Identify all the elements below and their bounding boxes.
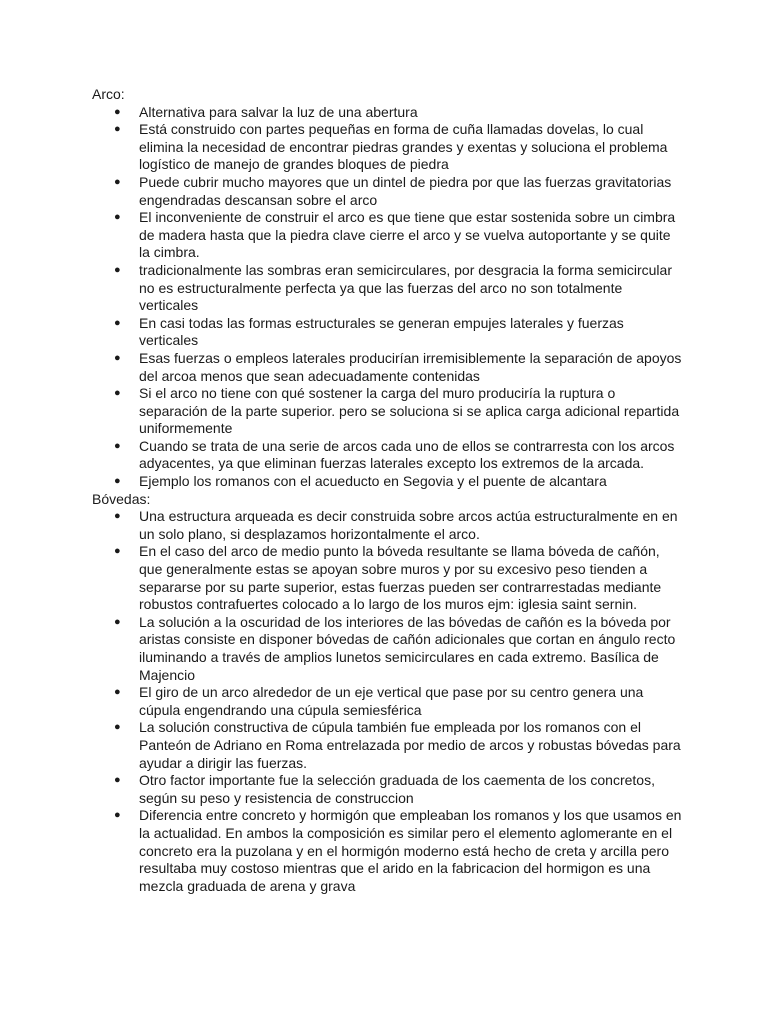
bullet-icon: ● [114, 387, 121, 400]
bullet-icon: ● [114, 545, 121, 558]
list-item-text: Alternativa para salvar la luz de una abertura [139, 103, 418, 120]
list-item [92, 473, 682, 491]
bullet-icon: ● [114, 510, 121, 523]
list-item-text: Esas fuerzas o empleos laterales producirían irremisiblemente la separación de apoyos del arcoa menos que sean adecuadamente contenidas [139, 349, 682, 384]
list-item-text: El giro de un arco alrededor de un eje vertical que pase por su centro genera una cúpula engendrando una cúpula semiesférica [139, 684, 644, 718]
list-item [92, 262, 682, 315]
list-item-text: Cuando se trata de una serie de arcos cada uno de ellos se contrarresta con los arcos adyacentes, ya que eliminan fuerzas laterales excepto los extremos de la arcada. [139, 437, 675, 472]
list-item [92, 385, 682, 438]
list-item [92, 614, 682, 684]
list-item [92, 315, 682, 350]
bullet-icon: ● [114, 175, 121, 188]
list-item-text: La solución constructiva de cúpula también fue empleada por los romanos con el Panteón de Adriano en Roma entrelazada por medio de arcos y robustas bóvedas para ayudar a dirigir las fuerzas. [139, 719, 681, 771]
list-item [92, 104, 682, 122]
list-item-text: El inconveniente de construir el arco es que tiene que estar sostenida sobre un cimbra de madera hasta que la piedra clave cierre el arco y se vuelva autoportante y se quite la cimbra. [139, 209, 676, 261]
list-item-text: Está construido con partes pequeñas en forma de cuña llamadas dovelas, lo cual elimina la necesidad de encontrar piedras grandes y exentas y soluciona el problema logístico de manejo de grandes bloques de piedra [139, 121, 668, 173]
list-item-text: Diferencia entre concreto y hormigón que empleaban los romanos y los que usamos en la actualidad. En ambos la composición es similar pero el elemento aglomerante en el concreto era la puzolana y en el hormigón moderno está hecho de creta y arcilla pero resultaba muy costoso mientras que el arido en la fabricacion del hormigon es una mezcla graduada de arena y grava [139, 807, 682, 894]
document-page [92, 86, 682, 895]
list-item [92, 772, 682, 807]
bullet-icon: ● [114, 351, 121, 364]
list-item-text: En casi todas las formas estructurales se generan empujes laterales y fuerzas verticales [139, 314, 624, 349]
list-item-text: Otro factor importante fue la selección graduada de los caementa de los concretos, según su peso y resistencia de construccion [139, 772, 655, 806]
list-item-text: Una estructura arqueada es decir construida sobre arcos actúa estructuralmente en en un solo plano, si desplazamos horizontalmente el arco. [139, 508, 678, 542]
bullet-list-bovedas [92, 508, 682, 895]
bullet-icon: ● [114, 211, 121, 224]
list-item-text: Si el arco no tiene con qué sostener la carga del muro produciría la ruptura o separación de la parte superior. pero se soluciona si se aplica carga adicional repartida uniformemente [139, 385, 680, 437]
bullet-icon: ● [114, 263, 121, 276]
list-item-text: Puede cubrir mucho mayores que un dintel de piedra por que las fuerzas gravitatorias engendradas descansan sobre el arco [139, 173, 672, 208]
bullet-icon: ● [114, 439, 121, 452]
bullet-icon: ● [114, 123, 121, 136]
list-item [92, 209, 682, 262]
bullet-icon: ● [114, 615, 121, 628]
bullet-icon: ● [114, 475, 121, 488]
list-item-text: Ejemplo los romanos con el acueducto en Segovia y el puente de alcantara [139, 473, 607, 490]
list-item [92, 684, 682, 719]
list-item [92, 543, 682, 613]
bullet-list-arco [92, 104, 682, 491]
bullet-icon: ● [114, 316, 121, 329]
list-item [92, 350, 682, 385]
bullet-icon: ● [114, 774, 121, 787]
bullet-icon: ● [114, 105, 121, 118]
list-item [92, 807, 682, 895]
list-item-text: tradicionalmente las sombras eran semicirculares, por desgracia la forma semicircular no es estructuralmente perfecta ya que las fuerzas del arco no son totalmente verticales [139, 261, 672, 314]
list-item [92, 508, 682, 543]
list-item-text: La solución a la oscuridad de los interiores de las bóvedas de cañón es la bóveda por aristas consiste en disponer bóvedas de cañón adicionales que cortan en ángulo recto iluminando a través de amplios lunetos semicirculares en cada extremo. Basílica de Majencio [139, 613, 676, 683]
bullet-icon: ● [114, 809, 121, 822]
list-item [92, 174, 682, 209]
section-heading-bovedas: Bóvedas: [92, 490, 151, 507]
list-item [92, 719, 682, 772]
list-item [92, 438, 682, 473]
bullet-icon: ● [114, 721, 121, 734]
list-item [92, 121, 682, 174]
section-heading-arco: Arco: [92, 86, 125, 102]
bullet-icon: ● [114, 686, 121, 699]
list-item-text: En el caso del arco de medio punto la bóveda resultante se llama bóveda de cañón, que generalmente estas se apoyan sobre muros y por su excesivo peso tienden a separarse por su parte superior, estas fuerzas pueden ser contrarrestadas mediante robustos contrafuertes colocado a lo largo de los muros ejm: iglesia saint sernin. [139, 543, 662, 613]
